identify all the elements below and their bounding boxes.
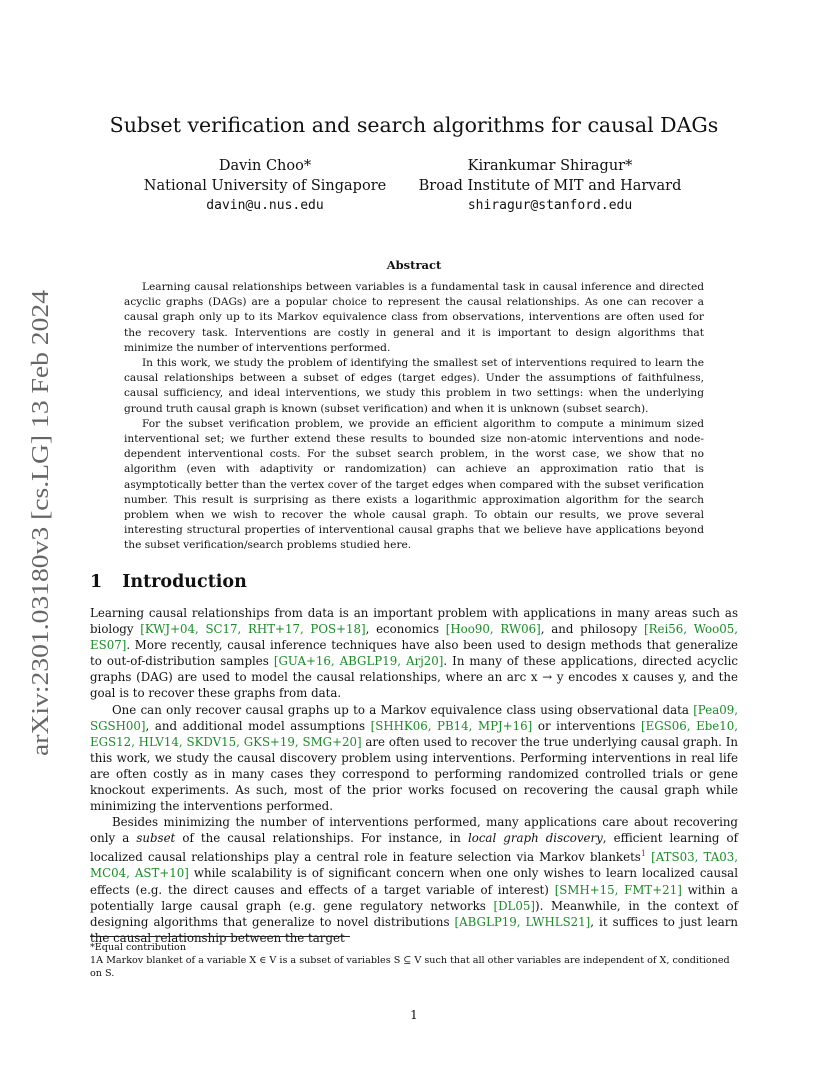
abstract-paragraph: Learning causal relationships between variables is a fundamental task in causal inference and directed acyclic graphs (DAGs) are a popular choice to represent the causal relationships. As one can recover a causal graph only up to its Markov equivalence class from observations, interventions are often used for the recovery task. Interventions are costly in general and it is important to design algorithms that minimize the number of interventions performed. (124, 281, 704, 354)
page-number: 1 (410, 1008, 418, 1022)
arxiv-stamp-text: arXiv:2301.03180v3 [cs.LG] 13 Feb 2024 (28, 350, 54, 756)
author-name: Davin Choo* (218, 158, 312, 174)
arxiv-side-stamp (22, 288, 58, 758)
citation-link[interactable]: [Hoo90, RW06] (445, 622, 541, 637)
author-affiliation: National University of Singapore (143, 178, 387, 194)
text-run: One can only recover causal graphs up to a Markov equivalence class using observational data (112, 702, 694, 717)
text-run: , efficient learning of localized causal relationships play a central role in feature selection via Markov blankets (90, 831, 739, 865)
text-run: , and additional model assumptions (145, 718, 371, 733)
text-run: ). Meanwhile, in the context of designing algorithms that generalize to novel distributions (90, 898, 738, 929)
section-number: 1 (90, 572, 103, 592)
section-title: Introduction (122, 572, 247, 592)
citation-link[interactable]: [Rei56, Woo05, ES07] (90, 622, 738, 653)
abstract-heading: Abstract (386, 258, 442, 272)
body-paragraph (90, 702, 738, 815)
citation-link[interactable]: [EGS06, Ebe10, EGS12, HLV14, SKDV15, GKS+19, SMG+20] (90, 718, 738, 749)
text-run: , economics (365, 622, 446, 637)
text-run: within a potentially large causal graph (e.g. gene regulatory networks (90, 882, 738, 913)
abstract-paragraph: In this work, we study the problem of identifying the smallest set of interventions required to learn the causal relationships between a subset of edges (target edges). Under the assumptions of faithfulness, causal sufficiency, and ideal interventions, we study this problem in two settings: when the underlying ground truth causal graph is known (subset verification) and when it is unknown (subset search). (124, 357, 704, 415)
author-affiliation: Broad Institute of MIT and Harvard (418, 178, 682, 194)
body-paragraph (90, 814, 738, 946)
text-run: Learning causal relationships from data is an important problem with applications in many areas such as biology (90, 606, 738, 637)
footnotes (90, 941, 738, 981)
author-email[interactable]: shiragur@stanford.edu (467, 198, 633, 213)
citation-link[interactable]: [DL05] (493, 898, 535, 913)
citation-link[interactable]: [ABGLP19, LWHLS21] (454, 914, 591, 929)
text-run: or interventions (532, 718, 642, 733)
text-run: . In many of these applications, directed acyclic graphs (DAG) are used to model the causal relationships, where an arc x → y encodes x causes y, and the goal is to recover these graphs from data. (90, 654, 738, 701)
abstract-body (124, 280, 704, 554)
citation-link[interactable]: [SMH+15, FMT+21] (554, 882, 682, 897)
text-run: , and philosopy (540, 622, 644, 637)
citation-link[interactable]: [Pea09, SGSH00] (90, 702, 738, 733)
abstract-paragraph: For the subset verification problem, we provide an efficient algorithm to compute a minimum sized interventional set; we further extend these results to bounded size non-atomic interventions and node-dependent interventional costs. For the subset search problem, in the worst case, we show that no algorithm (even with adaptivity or randomization) can achieve an approximation ratio that is asymptotically better than the vertex cover of the target edges when compared with the subset verification number. This result is surprising as there exists a logarithmic approximation algorithm for the search problem when we wish to recover the whole causal graph. To obtain our results, we prove several interesting structural properties of interventional causal graphs that we believe have applications beyond the subset verification/search problems studied here. (124, 417, 704, 552)
section-heading (90, 572, 247, 592)
citation-link[interactable]: [GUA+16, ABGLP19, Arj20] (273, 654, 444, 669)
author-block-1 (140, 156, 390, 216)
footnote: *Equal contribution (90, 942, 186, 953)
citation-link[interactable]: [KWJ+04, SC17, RHT+17, POS+18] (140, 622, 366, 637)
text-run: of the causal relationships. For instance, in (175, 831, 468, 846)
footnote-ref[interactable]: 1 (640, 849, 646, 859)
text-run: while scalability is of significant concern when one only wishes to learn localized causal effects (e.g. the direct causes and effects of a target variable of interest) (90, 866, 738, 897)
author-name: Kirankumar Shiragur* (467, 158, 633, 174)
text-run: . More recently, causal inference techniques have also been used to design methods that generalize to out-of-distribution samples (90, 638, 738, 669)
author-email[interactable]: davin@u.nus.edu (206, 198, 324, 213)
emphasis: local graph discovery (467, 831, 603, 846)
author-block-2 (410, 156, 690, 216)
footnote-rule (90, 936, 350, 937)
text-run: Besides minimizing the number of interventions performed, many applications care about recovering only a (90, 815, 738, 846)
body-text (90, 605, 738, 946)
footnote: 1A Markov blanket of a variable X ∈ V is a subset of variables S ⊆ V such that all other variables are independent of X, conditioned on S. (90, 955, 730, 980)
paper-title: Subset verification and search algorithms for causal DAGs (109, 113, 719, 137)
body-paragraph (90, 605, 738, 702)
emphasis: subset (136, 831, 176, 846)
citation-link[interactable]: [ATS03, TA03, MC04, AST+10] (90, 850, 738, 881)
text-run: are often used to recover the true underlying causal graph. In this work, we study the causal discovery problem using interventions. Performing interventions in real life are often costly as in many cases they correspond to performing randomized controlled trials or gene knockout experiments. As such, most of the prior works focused on recovering the causal graph while minimizing the interventions performed. (90, 734, 738, 814)
citation-link[interactable]: [SHHK06, PB14, MPJ+16] (370, 718, 533, 733)
text-run: , it suffices to just learn the causal relationship between the target (90, 914, 738, 945)
